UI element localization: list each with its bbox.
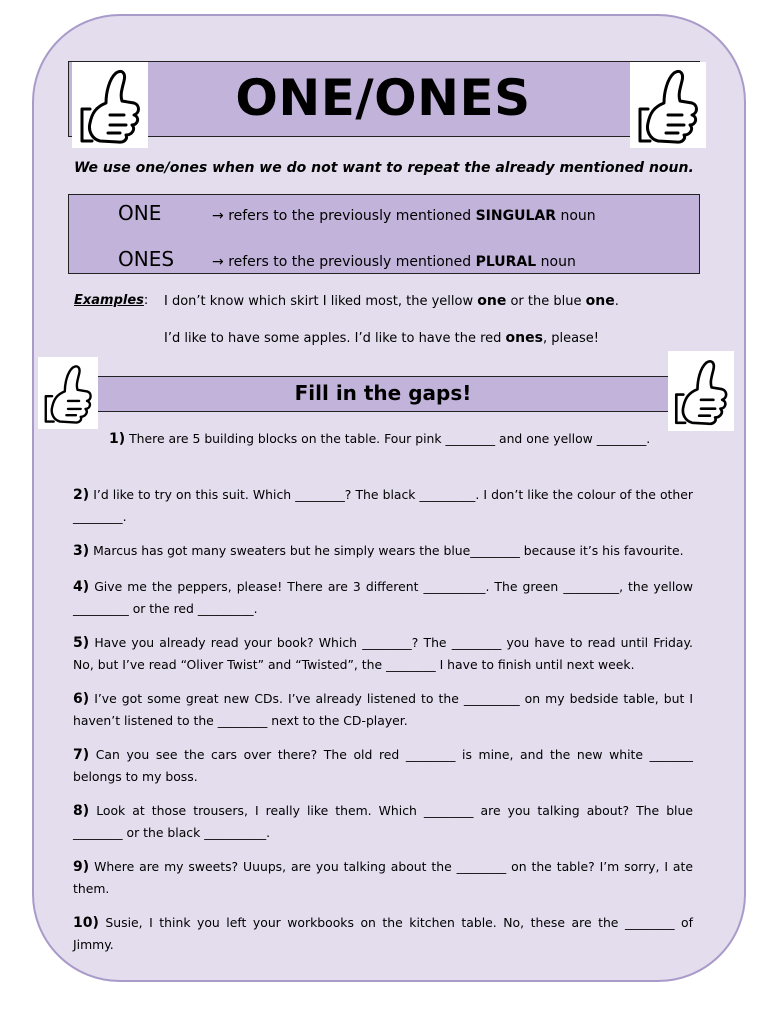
question-number: 5) xyxy=(73,635,90,651)
thumbs-up-icon xyxy=(630,62,706,148)
example-emphasis: ones xyxy=(505,330,543,346)
arrow-icon: → xyxy=(212,208,224,224)
exercise-title: Fill in the gaps! xyxy=(294,381,472,405)
definition-word: ONES xyxy=(118,247,175,271)
example-line-1 xyxy=(164,293,619,309)
question-8 xyxy=(73,800,693,843)
question-number: 2) xyxy=(73,487,90,503)
example-text: or the blue xyxy=(506,294,586,309)
definition-row-one xyxy=(118,201,596,225)
definition-word: ONE xyxy=(118,201,162,225)
arrow-icon: → xyxy=(212,254,224,270)
question-text: I’ve got some great new CDs. I’ve already listened to the _________ on my bedside table, but I haven’t listened to the ________ next to the CD-player. xyxy=(73,691,693,728)
thumbs-up-icon xyxy=(72,62,148,148)
question-text: Have you already read your book? Which ________? The ________ you have to read until Friday. No, but I’ve read “Oliver Twist” and “Twisted”, the ________ I have to finish until next week. xyxy=(73,635,693,672)
question-text: There are 5 building blocks on the table. Four pink ________ and one yellow ________. xyxy=(129,431,651,446)
example-text: . xyxy=(614,294,619,309)
definition-suffix: noun xyxy=(536,254,576,270)
question-number: 4) xyxy=(73,579,90,595)
example-emphasis: one xyxy=(477,293,507,309)
definition-suffix: noun xyxy=(556,208,596,224)
question-number: 1) xyxy=(109,431,126,447)
examples-heading: Examples xyxy=(74,293,144,308)
question-number: 10) xyxy=(73,915,99,931)
question-number: 9) xyxy=(73,859,90,875)
example-emphasis: one xyxy=(585,293,615,309)
question-10 xyxy=(73,912,693,955)
question-text: Where are my sweets? Uuups, are you talking about the ________ on the table? I’m sorry, I ate them. xyxy=(73,859,693,896)
intro-sentence: We use one/ones when we do not want to repeat the already mentioned noun. xyxy=(74,160,694,176)
definition-text xyxy=(212,208,596,224)
question-number: 7) xyxy=(73,747,90,763)
definition-text xyxy=(212,254,576,270)
example-text: I’d like to have some apples. I’d like to have the red xyxy=(164,331,506,346)
question-text: Can you see the cars over there? The old red ________ is mine, and the new white _______ belongs to my boss. xyxy=(73,747,693,784)
question-3 xyxy=(73,540,693,562)
definition-prefix: refers to the previously mentioned xyxy=(228,254,476,270)
question-6 xyxy=(73,688,693,731)
definition-row-ones xyxy=(118,247,576,271)
question-number: 3) xyxy=(73,543,90,559)
question-2 xyxy=(73,484,693,527)
definition-prefix: refers to the previously mentioned xyxy=(228,208,476,224)
page-title: ONE/ONES xyxy=(235,69,531,127)
question-text: I’d like to try on this suit. Which ________? The black _________. I don’t like the colour of the other ________. xyxy=(73,487,693,524)
thumbs-up-icon xyxy=(38,357,98,429)
example-text: I don’t know which skirt I liked most, the yellow xyxy=(164,294,478,309)
question-9 xyxy=(73,856,693,899)
question-1 xyxy=(73,428,693,450)
examples-label xyxy=(74,293,148,308)
question-text: Give me the peppers, please! There are 3 different __________. The green _________, the yellow _________ or the red _________. xyxy=(73,579,693,616)
question-number: 6) xyxy=(73,691,90,707)
definition-emphasis: SINGULAR xyxy=(475,208,556,224)
question-text: Look at those trousers, I really like them. Which ________ are you talking about? The blue ________ or the black __________. xyxy=(73,803,693,840)
definition-emphasis: PLURAL xyxy=(475,254,537,270)
question-text: Susie, I think you left your workbooks on the kitchen table. No, these are the ________ of Jimmy. xyxy=(73,915,693,952)
question-4 xyxy=(73,576,693,619)
example-line-2 xyxy=(164,330,599,346)
question-number: 8) xyxy=(73,803,90,819)
question-5 xyxy=(73,632,693,675)
thumbs-up-icon xyxy=(668,351,734,431)
question-text: Marcus has got many sweaters but he simply wears the blue________ because it’s his favourite. xyxy=(93,543,684,558)
question-7 xyxy=(73,744,693,787)
example-text: , please! xyxy=(542,331,600,346)
examples-colon: : xyxy=(143,293,149,308)
